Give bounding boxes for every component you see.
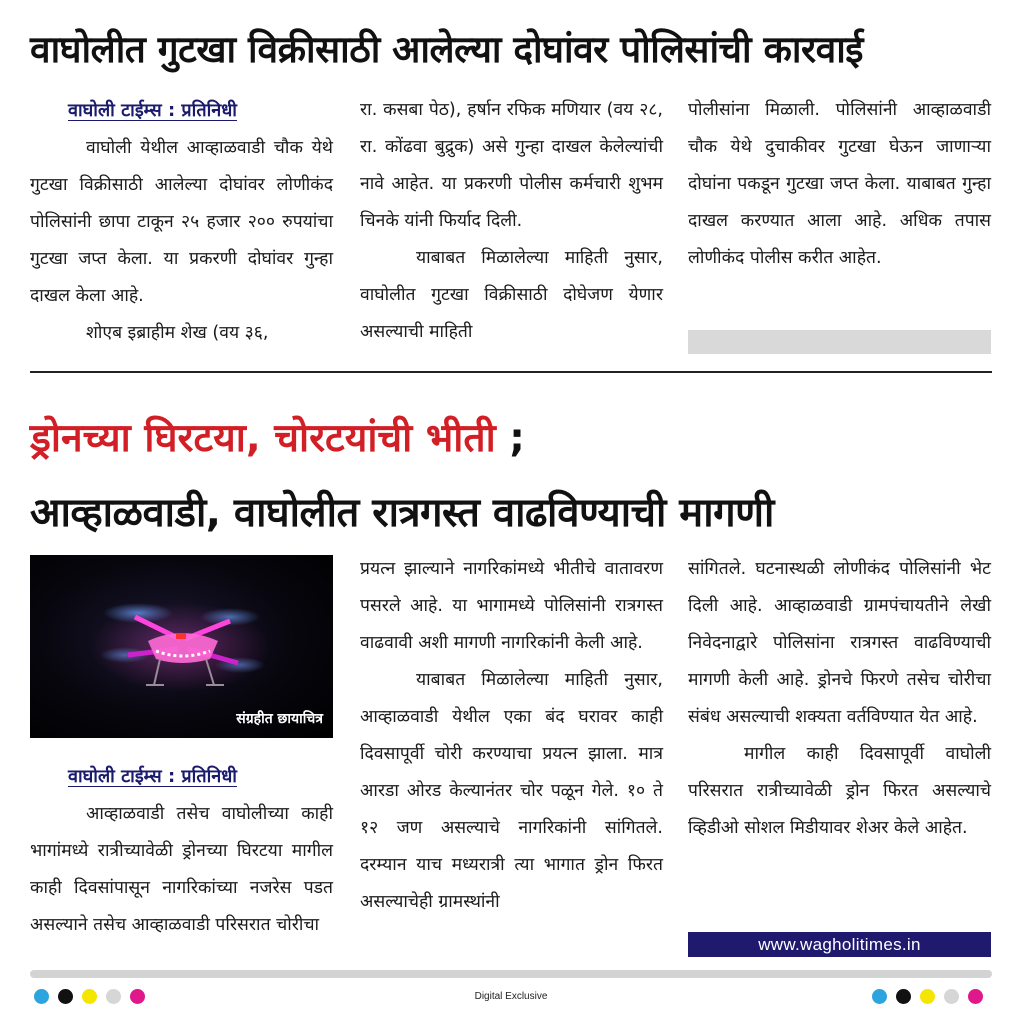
article2-col2-paragraph-2: याबाबत मिळालेल्या माहिती नुसार, आव्हाळवाडी येथील एका बंद घरावर काही दिवसापूर्वी चोरी करण्याचा प्रयत्न झाला. मात्र आरडा ओरड केल्यानंतर चोर पळून गेले. १० ते १२ जण असल्याचे नागरिकांनी सांगितले. दरम्यान याच मध्यरात्री त्या भागात ड्रोन फिरत असल्याचेही ग्रामस्थांनी (360, 670, 663, 912)
registration-dot-cyan (872, 989, 887, 1004)
article2-column-1 (30, 758, 333, 944)
article1-col1-paragraph-2: शोएब इब्राहीम शेख (वय ३६, (86, 323, 269, 343)
registration-marks-right (872, 989, 983, 1004)
registration-dot-yellow (920, 989, 935, 1004)
article2-col1-paragraph-1: आव्हाळवाडी तसेच वाघोलीच्या काही भागांमध्ये रात्रीच्यावेळी ड्रोनच्या घिरटया मागील काही दिवसांपासून नागरिकांच्या नजरेस पडत असल्याने तसेच आव्हाळवाडी परिसरात चोरीचा (30, 804, 333, 935)
article1-col1-paragraph-1: वाघोली येथील आव्हाळवाडी चौक येथे गुटखा विक्रीसाठी आलेल्या दोघांवर लोणीकंद पोलिसांनी छापा टाकून २५ हजार २०० रुपयांचा गुटखा जप्त केला. या प्रकरणी दोघांवर गुन्हा दाखल केला आहे. (30, 138, 333, 306)
article1-headline: वाघोलीत गुटखा विक्रीसाठी आलेल्या दोघांवर पोलिसांची कारवाई (30, 28, 863, 71)
website-url[interactable]: www.wagholitimes.in (688, 932, 991, 957)
article2-headline-line-1 (30, 408, 995, 470)
registration-dot-black (896, 989, 911, 1004)
footer-bar (30, 970, 992, 978)
filler-box (688, 330, 991, 354)
article1-col2-paragraph-1: रा. कसबा पेठ), हर्षान रफिक मणियार (वय २८, रा. कोंढवा बुद्रुक) असे गुन्हा दाखल केलेल्यांची नावे आहेत. या प्रकरणी पोलीस कर्मचारी शुभम चिनके यांनी फिर्याद दिली. (360, 100, 663, 231)
section-divider (30, 371, 992, 373)
article1-byline: वाघोली टाईम्स : प्रतिनिधी (68, 100, 237, 121)
article2-col3-paragraph-1: सांगितले. घटनास्थळी लोणीकंद पोलिसांनी भेट दिली आहे. आव्हाळवाडी ग्रामपंचायतीने लेखी निवेदनाद्वारे पोलिसांना रात्रगस्त वाढविण्याची मागणी केली आहे. ड्रोनचे फिरणे तसेच चोरीचा संबंध असल्याची शक्यता वर्तविण्यात येत आहे. (688, 559, 991, 727)
article2-col3-paragraph-2: मागील काही दिवसापूर्वी वाघोली परिसरात रात्रीच्यावेळी ड्रोन फिरत असल्याचे व्हिडीओ सोशल मिडीयावर शेअर केले आहेत. (688, 744, 991, 838)
footer-label: Digital Exclusive (474, 991, 548, 1002)
article2-headline-line-2: आव्हाळवाडी, वाघोलीत रात्रगस्त वाढविण्याची मागणी (30, 490, 774, 536)
article2-column-3 (688, 551, 991, 847)
article2-headline-red: ड्रोनच्या घिरटया, चोरटयांची भीती (30, 416, 496, 461)
registration-dot-magenta (968, 989, 983, 1004)
article2-byline: वाघोली टाईम्स : प्रतिनिधी (68, 766, 237, 787)
article1-column-1 (30, 92, 333, 352)
registration-dot-gray (944, 989, 959, 1004)
article1-column-3 (688, 92, 991, 277)
article1-column-2 (360, 92, 663, 351)
drone-photo (30, 555, 333, 738)
article2-headline-separator: ; (509, 416, 525, 461)
article1-col3-paragraph-1: पोलीसांना मिळाली. पोलिसांनी आव्हाळवाडी चौक येथे दुचाकीवर गुटखा घेऊन जाणाऱ्या दोघांना पकडून गुटखा जप्त केला. याबाबत गुन्हा दाखल करण्यात आला आहे. अधिक तपास लोणीकंद पोलीस करीत आहेत. (688, 100, 991, 268)
article1-col2-paragraph-2: याबाबत मिळालेल्या माहिती नुसार, वाघोलीत गुटखा विक्रीसाठी दोघेजण येणार असल्याची माहिती (360, 248, 663, 342)
article2-column-2 (360, 551, 663, 921)
article2-col2-paragraph-1: प्रयत्न झाल्याने नागरिकांमध्ये भीतीचे वातावरण पसरले आहे. या भागामध्ये पोलिसांनी रात्रगस्त वाढवावी अशी मागणी नागरिकांनी केली आहे. (360, 559, 663, 653)
photo-caption: संग्रहीत छायाचित्र (236, 711, 323, 727)
